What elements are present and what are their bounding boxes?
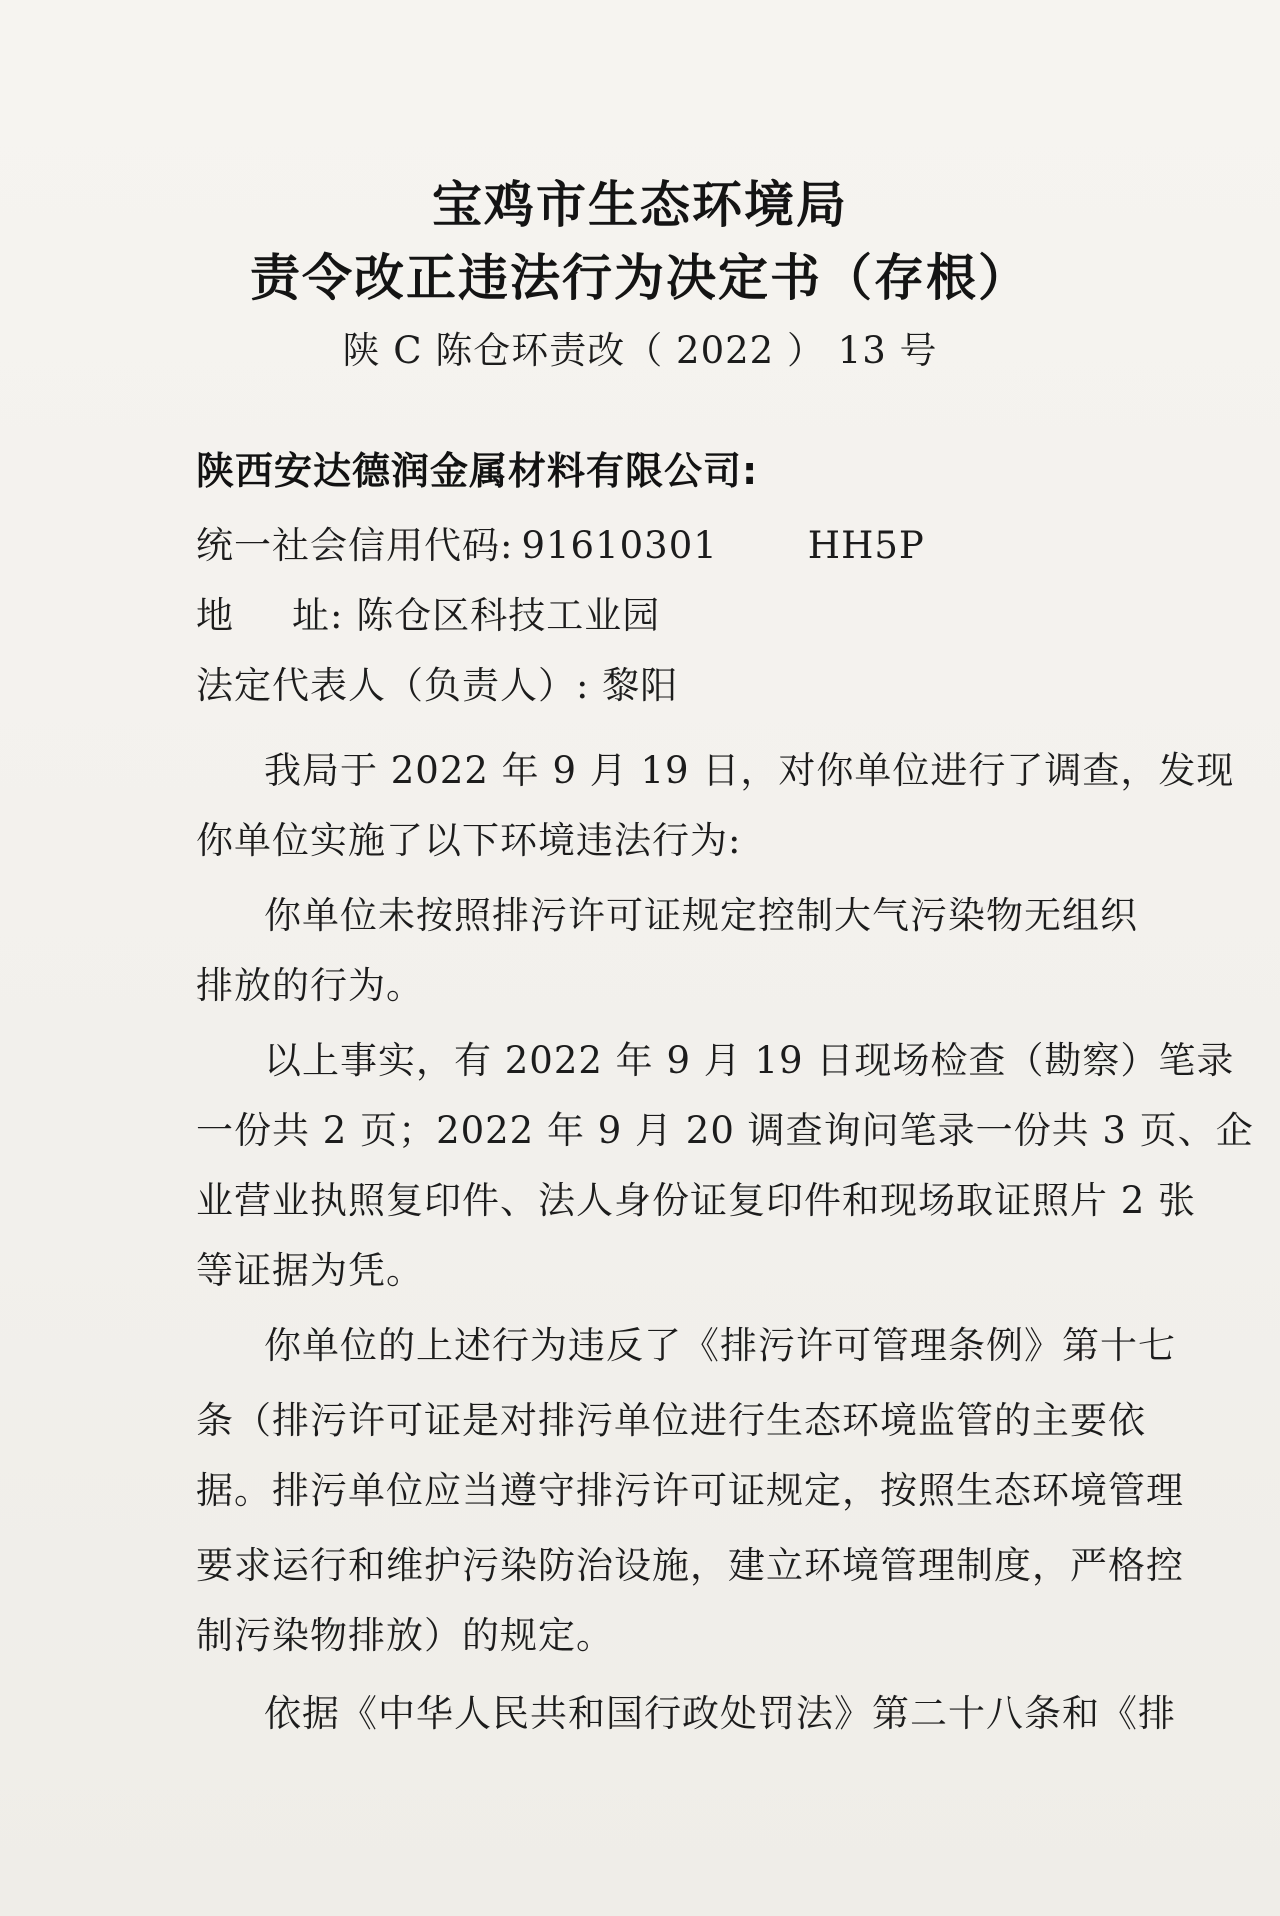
address-value: 陈仓区科技工业园 xyxy=(356,594,661,637)
body-line: 我局于 2022 年 9 月 19 日，对你单位进行了调查，发现 xyxy=(264,749,1235,792)
body-line: 排放的行为。 xyxy=(196,964,424,1007)
body-line: 业营业执照复印件、法人身份证复印件和现场取证照片 2 张 xyxy=(196,1179,1197,1222)
body-line: 条（排污许可证是对排污单位进行生态环境监管的主要依 xyxy=(196,1399,1146,1442)
address-label-b: 址: xyxy=(292,594,344,637)
legal-rep-row xyxy=(196,655,678,709)
body-line: 一份共 2 页；2022 年 9 月 20 调查询问笔录一份共 3 页、企 xyxy=(196,1109,1254,1152)
legal-rep-value: 黎阳 xyxy=(602,664,679,707)
credit-code-value: 91610301 xyxy=(521,524,718,567)
body-line: 以上事实，有 2022 年 9 月 19 日现场检查（勘察）笔录 xyxy=(264,1039,1235,1082)
legal-rep-label: 法定代表人（负责人）: xyxy=(196,664,590,707)
agency-title: 宝鸡市生态环境局 xyxy=(432,176,848,234)
body-line: 据。排污单位应当遵守排污许可证规定，按照生态环境管理 xyxy=(196,1469,1184,1512)
body-line: 你单位实施了以下环境违法行为: xyxy=(196,819,742,862)
document-title: 责令改正违法行为决定书（存根） xyxy=(250,249,1030,307)
body-line: 制污染物排放）的规定。 xyxy=(196,1614,614,1657)
body-line: 要求运行和维护污染防治设施，建立环境管理制度，严格控 xyxy=(196,1544,1184,1587)
address-label-a: 地 xyxy=(196,594,234,637)
body-line: 依据《中华人民共和国行政处罚法》第二十八条和《排 xyxy=(264,1692,1176,1735)
body-line: 等证据为凭。 xyxy=(196,1249,424,1292)
body-line: 你单位未按照排污许可证规定控制大气污染物无组织 xyxy=(264,894,1138,937)
credit-code-tail: HH5P xyxy=(807,524,925,567)
address-row xyxy=(196,585,660,639)
credit-code-row xyxy=(196,515,925,569)
credit-code-label: 统一社会信用代码: xyxy=(196,524,514,567)
document-number: 陕 C 陈仓环责改（ 2022 ） 13 号 xyxy=(342,329,938,372)
company-name: 陕西安达德润金属材料有限公司: xyxy=(196,449,759,493)
body-line: 你单位的上述行为违反了《排污许可管理条例》第十七 xyxy=(264,1324,1176,1367)
